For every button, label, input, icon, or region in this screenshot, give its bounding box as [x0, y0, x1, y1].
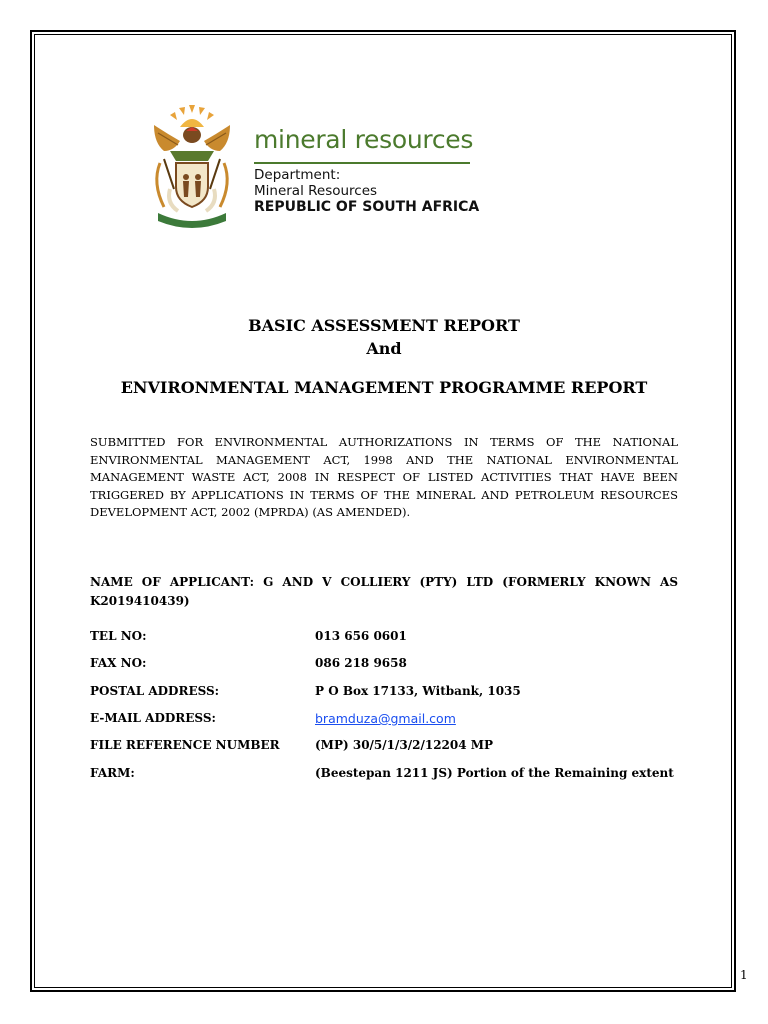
email-link[interactable]: bramduza@gmail.com [315, 711, 456, 726]
report-title: BASIC ASSESSMENT REPORT [248, 316, 520, 335]
detail-value: P O Box 17133, Witbank, 1035 [315, 684, 521, 698]
detail-value: 013 656 0601 [315, 629, 407, 643]
report-subtitle: ENVIRONMENTAL MANAGEMENT PROGRAMME REPORT [120, 378, 648, 397]
detail-row-file-reference [90, 738, 700, 758]
detail-value: (MP) 30/5/1/3/2/12204 MP [315, 738, 494, 752]
dept-line-2: Mineral Resources [254, 183, 378, 199]
detail-row-tel [90, 629, 700, 649]
department-block [254, 167, 479, 215]
dept-line-1: Department: [254, 167, 341, 183]
department-logo [146, 103, 486, 229]
detail-label: E-MAIL ADDRESS: [90, 711, 216, 725]
detail-label: FILE REFERENCE NUMBER [90, 738, 280, 752]
detail-row-postal [90, 684, 700, 704]
dept-line-3: REPUBLIC OF SOUTH AFRICA [254, 199, 480, 215]
brand-divider [254, 162, 470, 164]
detail-label: FARM: [90, 766, 135, 780]
detail-row-email [90, 711, 700, 731]
detail-value: (Beestepan 1211 JS) Portion of the Remaining extent [315, 766, 674, 780]
intro-paragraph: SUBMITTED FOR ENVIRONMENTAL AUTHORIZATIONS IN TERMS OF THE NATIONAL ENVIRONMENTAL MANAGEMENT ACT, 1998 AND THE NATIONAL ENVIRONMENTAL MANAGEMENT WASTE ACT, 2008 IN RESPECT OF LISTED ACTIVITIES THAT HAVE BEEN TRIGGERED BY APPLICATIONS IN TERMS OF THE MINERAL AND PETROLEUM RESOURCES DEVELOPMENT ACT, 2002 (MPRDA) (AS AMENDED). [90, 435, 678, 519]
page-number: 1 [740, 968, 748, 982]
applicant-name: NAME OF APPLICANT: G AND V COLLIERY (PTY) LTD (FORMERLY KNOWN AS K2019410439) [90, 575, 678, 608]
report-title-conjunction: And [366, 339, 402, 358]
detail-label: FAX NO: [90, 656, 147, 670]
detail-label: TEL NO: [90, 629, 147, 643]
coat-of-arms-icon [146, 103, 238, 229]
brand-name: mineral resources [254, 125, 474, 154]
detail-label: POSTAL ADDRESS: [90, 684, 220, 698]
detail-row-farm [90, 766, 700, 786]
detail-value: 086 218 9658 [315, 656, 407, 670]
detail-row-fax [90, 656, 700, 676]
